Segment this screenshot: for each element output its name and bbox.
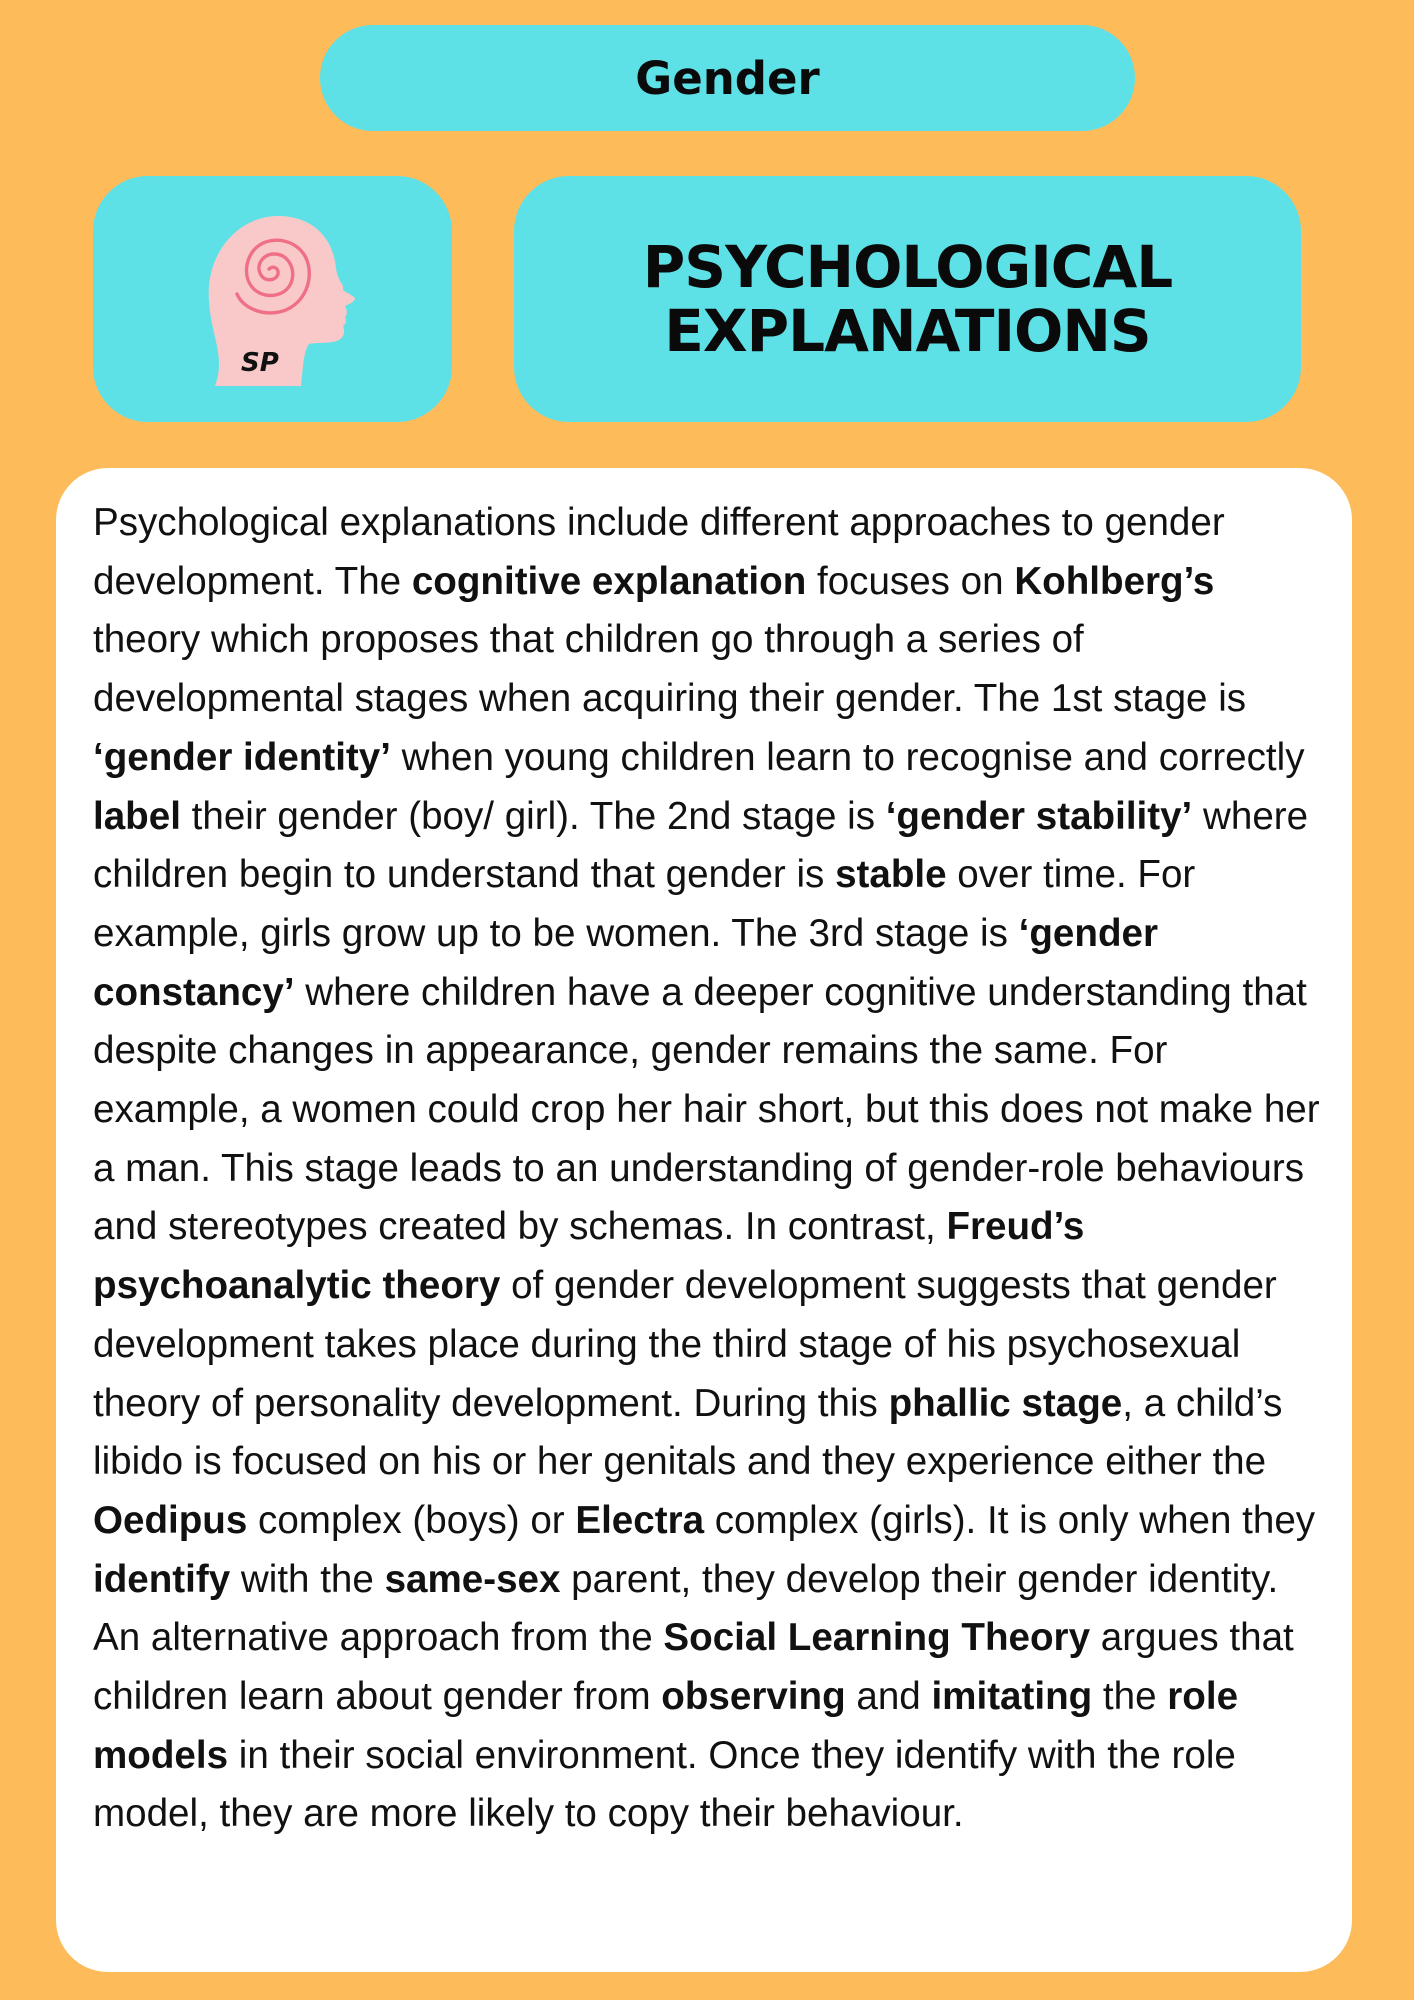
topic-label: Gender [635,51,820,105]
key-term: ‘gender constancy’ [93,911,1158,1014]
body-text-segment: Psychological explanations include different approaches to gender development. The [93,501,1225,603]
key-term: ‘gender stability’ [885,794,1193,838]
body-text-segment: their gender (boy/ girl). The 2nd stage is [180,794,886,838]
content-card [56,468,1352,1972]
body-text-segment: the [1092,1675,1168,1719]
key-term: same-sex [384,1557,561,1601]
body-text-segment: , a child’s libido is focused on his or her genitals and they experience either the [93,1381,1283,1484]
body-text-segment: theory which proposes that children go through a series of developmental stages when acquiring their gender. The 1st stage is [93,618,1247,721]
key-term: phallic stage [888,1381,1123,1425]
key-term: Oedipus [93,1498,248,1542]
body-text-segment: of gender development suggests that gender development takes place during the third stage of his psychosexual theory of personality development. During this [93,1264,1277,1425]
logo-panel [93,176,452,422]
body-text-segment: when young children learn to recognise and correctly [390,735,1305,779]
body-text-segment: where children begin to understand that gender is [93,794,1309,897]
key-term: label [93,794,181,838]
key-term: Kohlberg’s [1014,559,1215,603]
key-term: identify [93,1557,231,1601]
body-text-segment: argues that children learn about gender from [93,1616,1294,1719]
head-spiral-icon [93,176,452,422]
key-term: stable [835,853,947,897]
body-text-segment: over time. For example, girls grow up to be women. The 3rd stage is [93,853,1196,955]
body-text-segment: in their social environment. Once they identify with the role model, they are more likely to copy their behaviour. [93,1733,1236,1836]
key-term: ‘gender identity’ [93,735,391,779]
key-term: Electra [575,1498,705,1542]
body-text-segment: complex (girls). It is only when they [704,1498,1316,1542]
body-text-segment: focuses on [806,559,1015,603]
body-paragraph [93,494,1322,1844]
page-title-line-1: PSYCHOLOGICAL [642,233,1173,301]
key-term: observing [661,1675,846,1719]
key-term: Freud’s psychoanalytic theory [93,1205,1085,1308]
key-term: cognitive explanation [411,559,807,603]
topic-banner [320,25,1135,131]
body-text-segment: and [845,1675,932,1719]
logo-text: SP [241,348,279,378]
key-term: Social Learning Theory [663,1616,1091,1660]
body-text-segment: with the [230,1557,385,1601]
key-term: role models [93,1675,1239,1777]
body-text-segment: parent, they develop their gender identity. An alternative approach from the [93,1557,1279,1660]
page-title-panel [514,176,1301,422]
page-title-line-2: EXPLANATIONS [664,297,1151,365]
body-text-segment: where children have a deeper cognitive understanding that despite changes in appearance, gender remains the same. For example, a women could crop her hair short, but this does not make her a man. This stage leads to an understanding of gender-role behaviours and stereotypes created by schemas. In contrast, [93,970,1320,1249]
key-term: imitating [931,1675,1093,1719]
body-text-segment: complex (boys) or [247,1498,576,1542]
